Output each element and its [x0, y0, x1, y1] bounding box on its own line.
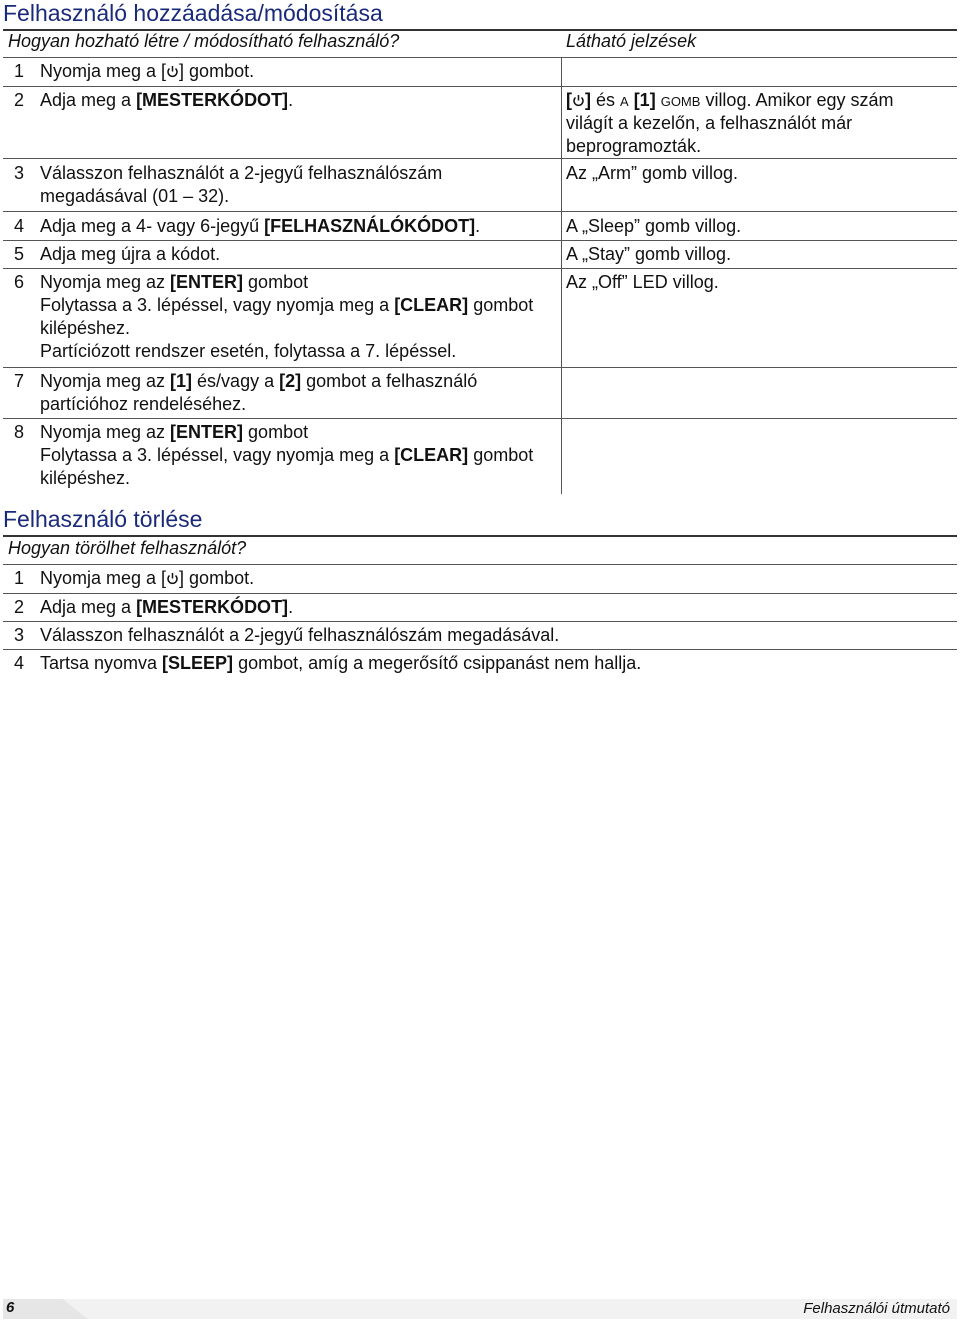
- step-text: Nyomja meg az [ENTER] gombot Folytassa a 3. lépéssel, vagy nyomja meg a [CLEAR] gombot kilépéshez.: [40, 422, 534, 488]
- step-number: 1: [14, 568, 25, 588]
- key-label: [CLEAR]: [394, 295, 469, 315]
- step-text: Adja meg a [MESTERKÓDOT].: [40, 90, 294, 110]
- key-label: [2]: [279, 371, 302, 391]
- step-text: Válasszon felhasználót a 2-jegyű felhasználószám megadásával.: [40, 625, 560, 645]
- step-number: 4: [14, 216, 25, 236]
- page-number: 6: [6, 1299, 15, 1316]
- row-divider: [3, 564, 957, 565]
- step-number: 5: [14, 244, 25, 264]
- title-rule: [3, 535, 957, 537]
- row-divider: [3, 593, 957, 594]
- row-divider: [3, 649, 957, 650]
- power-icon: [166, 65, 179, 78]
- key-label: [SLEEP]: [162, 653, 234, 673]
- step-number: 8: [14, 422, 25, 442]
- step-number: 3: [14, 163, 25, 183]
- key-label: [CLEAR]: [394, 445, 469, 465]
- row-divider: [3, 57, 957, 58]
- key-label: [MESTERKÓDOT]: [136, 597, 289, 617]
- step-number: 1: [14, 61, 25, 81]
- row-divider: [3, 158, 957, 159]
- step-text: Adja meg a 4- vagy 6-jegyű [FELHASZNÁLÓKÓDOT].: [40, 216, 481, 236]
- row-divider: [3, 367, 957, 368]
- row-divider: [3, 86, 957, 87]
- step-text: Nyomja meg a [ ] gombot.: [40, 568, 255, 588]
- key-label: [1]: [170, 371, 193, 391]
- step-number: 2: [14, 90, 25, 110]
- power-icon: [166, 572, 179, 585]
- question-add-user: Hogyan hozható létre / módosítható felhasználó?: [8, 31, 400, 51]
- step-number: 7: [14, 371, 25, 391]
- key-label: [FELHASZNÁLÓKÓDOT]: [264, 216, 476, 236]
- row-divider: [3, 418, 957, 419]
- column-divider: [561, 57, 562, 494]
- power-icon: [572, 94, 585, 107]
- step-text: Tartsa nyomva [SLEEP] gombot, amíg a megerősítő csippanást nem hallja.: [40, 653, 642, 673]
- indication-text: Az „Arm” gomb villog.: [566, 163, 739, 183]
- footer-title: Felhasználói útmutató: [803, 1300, 950, 1317]
- indications-header: Látható jelzések: [566, 31, 697, 51]
- section-title-delete-user: Felhasználó törlése: [3, 506, 203, 532]
- section-title-add-user: Felhasználó hozzáadása/módosítása: [3, 0, 383, 26]
- step-number: 3: [14, 625, 25, 645]
- step-number: 6: [14, 272, 25, 292]
- indication-text: [ ] és a [1] gomb villog. Amikor egy szám világít a kezelőn, a felhasználót már beprogramozták.: [566, 90, 894, 156]
- step-text: Nyomja meg az [1] és/vagy a [2] gombot a felhasználó partícióhoz rendeléséhez.: [40, 371, 478, 414]
- key-label: [ENTER]: [170, 272, 244, 292]
- row-divider: [3, 621, 957, 622]
- indication-text: A „Stay” gomb villog.: [566, 244, 732, 264]
- step-number: 4: [14, 653, 25, 673]
- step-text: Adja meg a [MESTERKÓDOT].: [40, 597, 294, 617]
- step-number: 2: [14, 597, 25, 617]
- key-label: [ENTER]: [170, 422, 244, 442]
- row-divider: [3, 211, 957, 212]
- key-label: [MESTERKÓDOT]: [136, 90, 289, 110]
- indication-text: A „Sleep” gomb villog.: [566, 216, 742, 236]
- row-divider: [3, 240, 957, 241]
- question-delete-user: Hogyan törölhet felhasználót?: [8, 538, 247, 558]
- row-divider: [3, 268, 957, 269]
- step-text: Adja meg újra a kódot.: [40, 244, 221, 264]
- step-text: Válasszon felhasználót a 2-jegyű felhasználószám megadásával (01 – 32).: [40, 163, 443, 206]
- step-text: Nyomja meg a [ ] gombot.: [40, 61, 255, 81]
- step-text: Nyomja meg az [ENTER] gombot Folytassa a 3. lépéssel, vagy nyomja meg a [CLEAR] gombot kilépéshez. Partíciózott rendszer esetén, folytassa a 7. lépéssel.: [40, 272, 534, 361]
- indication-text: Az „Off” LED villog.: [566, 272, 719, 292]
